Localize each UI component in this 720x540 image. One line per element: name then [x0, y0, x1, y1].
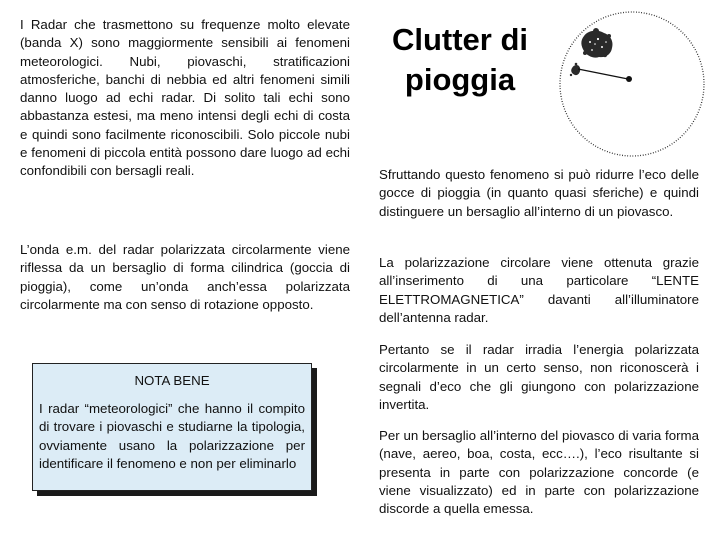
target-echo-dot — [626, 76, 632, 82]
inverted-polarization-paragraph: Pertanto se il radar irradia l’energia polarizzata circolarmente in un certo senso, non riconoscerà i segnali d’eco che gli giungono con polarizzazione invertita. — [379, 342, 699, 412]
page-title-line-2: pioggia — [404, 62, 516, 97]
note-box — [32, 363, 312, 491]
lens-paragraph: La polarizzazione circolare viene ottenuta grazie all’inserimento di una particolare “LENTE ELETTROMAGNETICA” davanti all’illuminatore dell’antenna radar. — [379, 255, 699, 325]
reduction-paragraph: Sfruttando questo fenomeno si può ridurre l’eco delle gocce di pioggia (in quanto quasi sferiche) e quindi distinguere un bersaglio all’interno di un piovasco. — [379, 167, 699, 219]
page-title — [370, 20, 550, 100]
radar-scope-ring — [560, 12, 704, 156]
polarization-paragraph: L’onda e.m. del radar polarizzata circolarmente viene riflessa da un bersaglio di forma cilindrica (goccia di pioggia), come un’onda anch’essa polarizzata circolarmente ma con senso di rotazione opposto. — [20, 242, 350, 312]
page-title-line-1: Clutter di — [391, 22, 529, 57]
radar-scope-illustration — [554, 6, 710, 162]
note-box-title: NOTA BENE — [134, 373, 210, 388]
target-echo-paragraph: Per un bersaglio all’interno del piovasco di varia forma (nave, aereo, boa, costa, ecc….), l’eco risultante si presenta in parte con polarizzazione concorde (e viene visualizzato) ed in parte con polarizzazione discorde a quella emessa. — [379, 428, 699, 517]
note-box-body: I radar “meteorologici” che hanno il compito di trovare i piovaschi e studiarne la tipologia, ovviamente usano la polarizzazione per identificare il fenomeno e non per eliminarlo — [39, 401, 305, 471]
intro-paragraph: I Radar che trasmettono su frequenze molto elevate (banda X) sono maggiormente sensibili ai fenomeni meteorologici. Nubi, piovaschi, stratificazioni atmosferiche, banchi di nebbia ed altri fenomeni simili danno luogo ad echi radar. Di solito tali echi sono abbastanza estesi, ma meno intensi degli echi di costa e quindi sono facilmente riconoscibili. Solo piccole nubi e fenomeni di piccola entità possono dare luogo ad echi confondibili con bersagli reali. — [20, 17, 350, 179]
